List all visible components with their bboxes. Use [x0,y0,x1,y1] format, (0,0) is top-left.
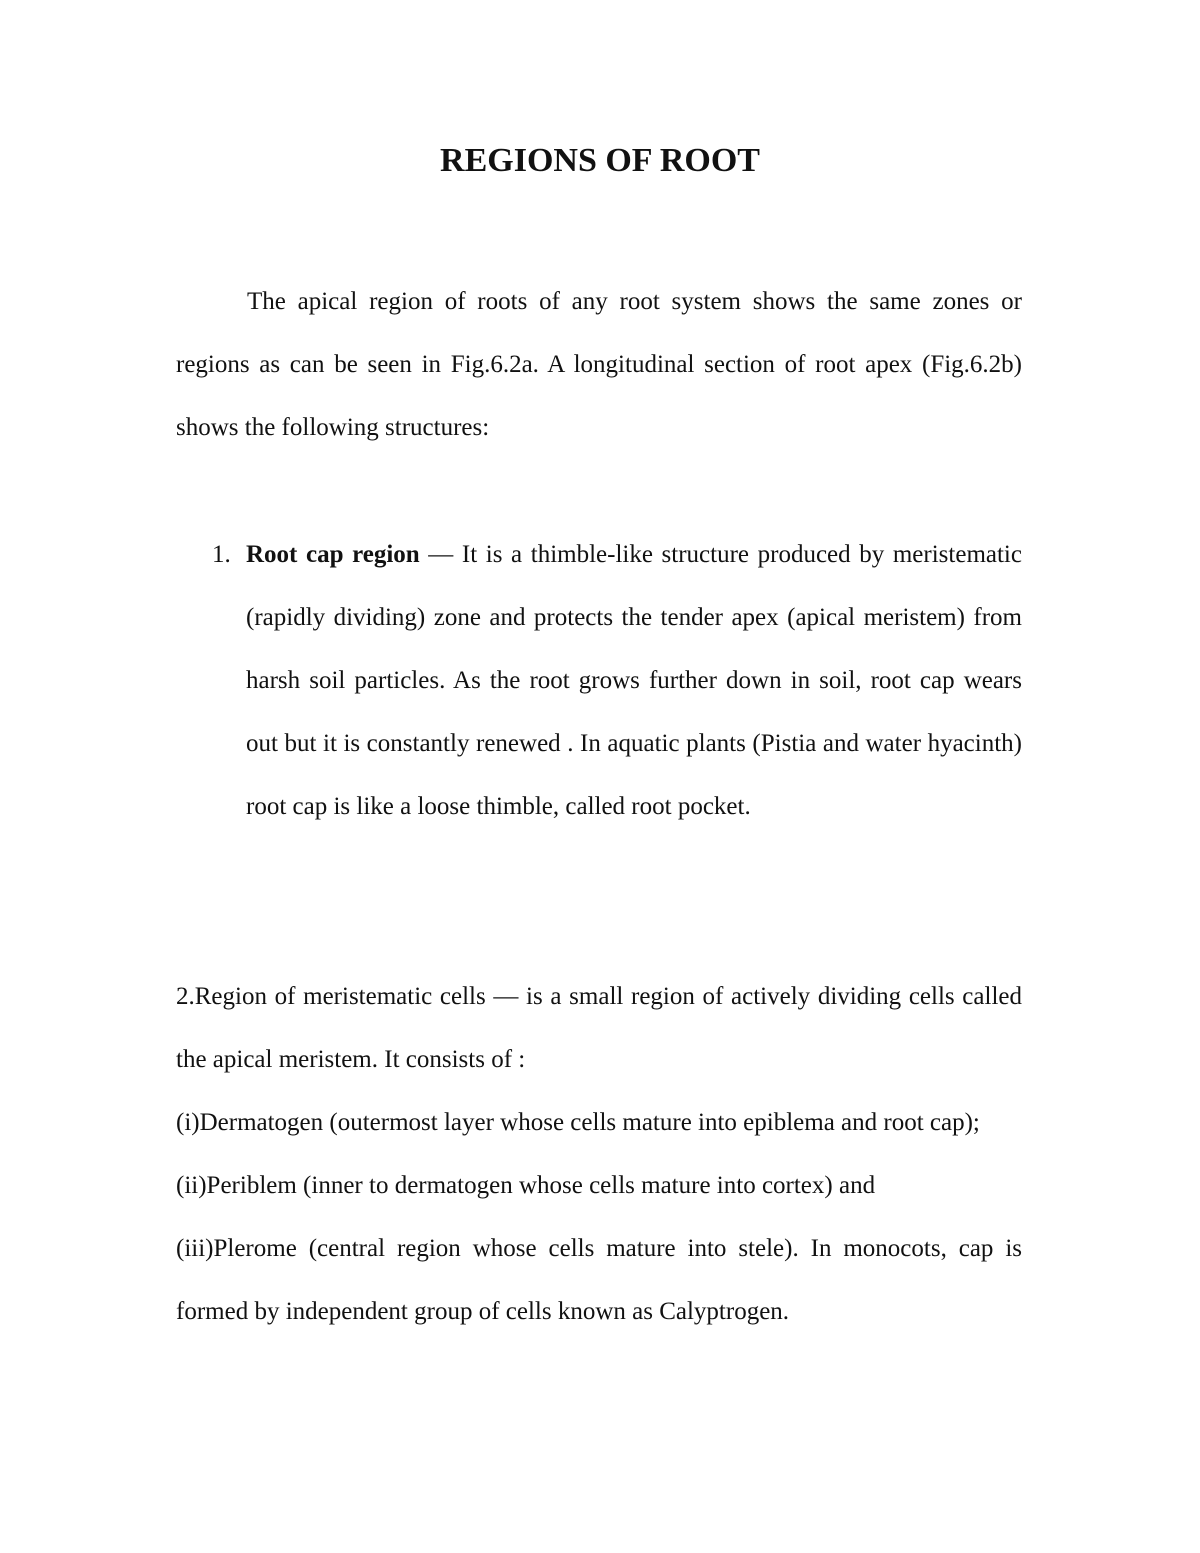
list-item-text: — It is a thimble-like structure produced by meristematic (rapidly dividing) zone and protects the tender apex (apical meristem) from harsh soil particles. As the root grows further down in soil, root cap wears out but it is constantly renewed . In aquatic plants (Pistia and water hyacinth) root cap is like a loose thimble, called root pocket. [246,541,1022,820]
section-heading-text: 2.Region of meristematic cells — is a small region of actively dividing cells called the apical meristem. It consists of : [176,983,1022,1073]
list-item-number: 1. [212,541,231,568]
page-title: REGIONS OF ROOT [440,142,760,179]
sub-item-dermatogen: (i)Dermatogen (outermost layer whose cells mature into epiblema and root cap); [176,1109,980,1136]
sub-item-periblem: (ii)Periblem (inner to dermatogen whose cells mature into cortex) and [176,1172,876,1199]
section-meristematic-cells [176,965,1022,1343]
sub-item-plerome: (iii)Plerome (central region whose cells mature into stele). In monocots, cap is formed by independent group of cells known as Calyptrogen. [176,1235,1022,1325]
list-item-root-cap [246,523,1022,838]
intro-paragraph: The apical region of roots of any root system shows the same zones or regions as can be seen in Fig.6.2a. A longitudinal section of root apex (Fig.6.2b) shows the following structures: [176,288,1022,441]
list-item-term: Root cap region [246,541,420,568]
